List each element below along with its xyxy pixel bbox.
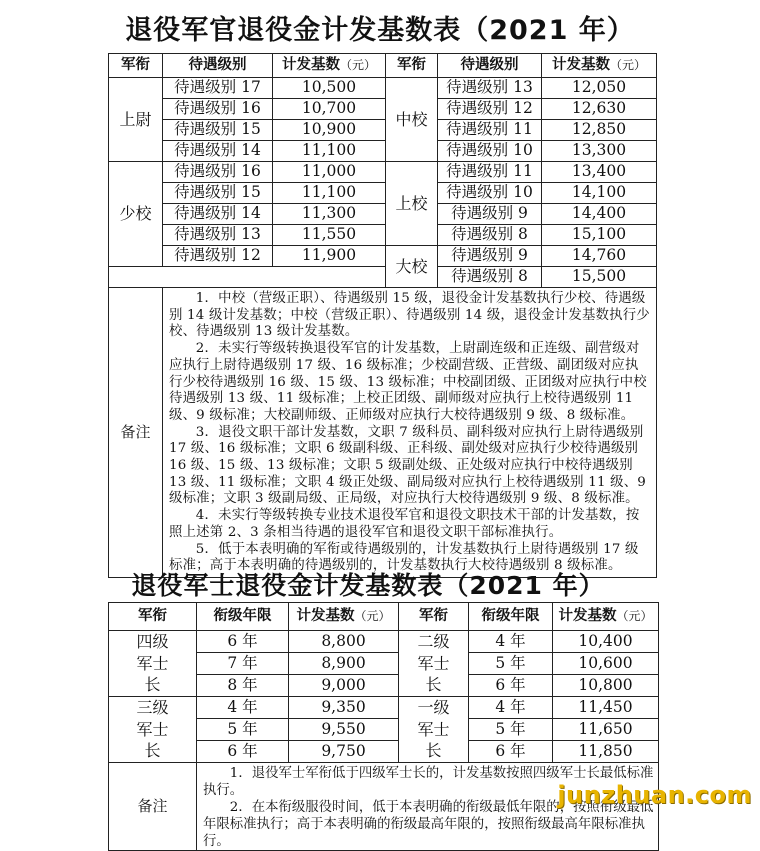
base-cell: 12,050	[542, 78, 657, 99]
base-cell: 9,000	[289, 675, 399, 697]
note-item: 4．未实行等级转换专业技术退役军官和退役文职技术干部的计发基数，按照上述第 2、3 条相当待遇的退役军官和退役文职干部标准执行。	[169, 508, 640, 540]
base-cell: 12,850	[542, 120, 657, 141]
soldier-pension-table	[108, 602, 659, 851]
notes-cell	[163, 288, 657, 578]
watermark-logo: junzhuan.com	[557, 781, 752, 809]
years-cell: 6 年	[469, 675, 553, 697]
years-cell: 7 年	[197, 653, 289, 675]
header-level: 待遇级别	[163, 54, 273, 78]
officer-table-title: 退役军官退役金计发基数表（2021 年）	[125, 15, 635, 46]
base-cell: 11,850	[553, 741, 659, 763]
base-cell: 10,500	[273, 78, 386, 99]
base-cell: 10,800	[553, 675, 659, 697]
years-cell: 4 年	[469, 631, 553, 653]
notes-label: 备注	[109, 288, 163, 578]
base-cell: 11,900	[273, 246, 386, 267]
note-item: 1．退役军士军衔低于四级军士长的，计发基数按照四级军士长最低标准执行。	[203, 766, 654, 798]
years-cell: 6 年	[469, 741, 553, 763]
note-item: 2．未实行等级转换退役军官的计发基数，上尉副连级和正连级、副营级对应执行上尉待遇级别 17 级、16 级标准；少校副营级、正营级、副团级对应执行少校待遇级别 16 级、15 级、13 级标准；中校副团级、正团级对应执行中校待遇级别 13 级、11 级标准；上校正团级、副师级对应执行上校待遇级别 11 级、9 级标准；大校副师级、正师级对应执行大校待遇级别 9 级、8 级标准。	[169, 341, 647, 423]
base-cell: 9,350	[289, 697, 399, 719]
years-cell: 5 年	[469, 653, 553, 675]
base-cell: 9,750	[289, 741, 399, 763]
rank-cell: 上校	[386, 162, 438, 246]
level-cell: 待遇级别 17	[163, 78, 273, 99]
base-cell: 11,450	[553, 697, 659, 719]
level-cell: 待遇级别 11	[438, 162, 542, 183]
years-cell: 4 年	[469, 697, 553, 719]
rank-cell: 一级军士长	[399, 697, 469, 763]
base-cell: 10,900	[273, 120, 386, 141]
years-cell: 6 年	[197, 741, 289, 763]
level-cell: 待遇级别 14	[163, 141, 273, 162]
note-item: 1．中校（营级正职）、待遇级别 15 级，退役金计发基数执行少校、待遇级别 14 级计发基数；中校（营级正职）、待遇级别 14 级，退役金计发基数执行少校、待遇级别 13 级计发基数。	[169, 291, 650, 340]
rank-cell: 上尉	[109, 78, 163, 162]
level-cell: 待遇级别 8	[438, 225, 542, 246]
header-base: 计发基数（元）	[289, 603, 399, 631]
rank-cell: 大校	[386, 246, 438, 288]
rank-cell: 三级军士长	[109, 697, 197, 763]
base-cell: 11,550	[273, 225, 386, 246]
level-cell: 待遇级别 15	[163, 183, 273, 204]
level-cell: 待遇级别 9	[438, 204, 542, 225]
rank-cell: 四级军士长	[109, 631, 197, 697]
header-rank: 军衔	[109, 603, 197, 631]
base-cell: 8,800	[289, 631, 399, 653]
header-rank: 军衔	[109, 54, 163, 78]
empty-cell	[109, 267, 386, 288]
note-item: 5．低于本表明确的军衔或待遇级别的，计发基数执行上尉待遇级别 17 级标准；高于本表明确的待遇级别的，计发基数执行大校待遇级别 8 级标准。	[169, 541, 639, 574]
level-cell: 待遇级别 13	[438, 78, 542, 99]
base-cell: 9,550	[289, 719, 399, 741]
note-item: 3．退役文职干部计发基数，文职 7 级科员、副科级对应执行上尉待遇级别 17 级、16 级标准；文职 6 级副科级、正科级、副处级对应执行少校待遇级别 16 级、15 级、13 级标准；文职 5 级副处级、正处级对应执行中校待遇级别 13 级、11 级标准；文职 4 级正处级、副局级对应执行上校待遇级别 11 级、9 级标准；文职 3 级副局级、正局级，对应执行大校待遇级别 9 级、8 级标准。	[169, 424, 647, 507]
header-base: 计发基数（元）	[273, 54, 386, 78]
base-cell: 11,100	[273, 183, 386, 204]
level-cell: 待遇级别 9	[438, 246, 542, 267]
years-cell: 6 年	[197, 631, 289, 653]
base-cell: 14,400	[542, 204, 657, 225]
note-item: 2．在本衔级服役时间，低于本表明确的衔级最低年限的，按照衔级最低年限标准执行；高于本表明确的衔级最高年限的，按照衔级最高年限标准执行。	[203, 800, 654, 849]
base-cell: 11,300	[273, 204, 386, 225]
soldier-table-title: 退役军士退役金计发基数表（2021 年）	[131, 571, 605, 600]
header-rank: 军衔	[399, 603, 469, 631]
base-cell: 10,600	[553, 653, 659, 675]
years-cell: 8 年	[197, 675, 289, 697]
level-cell: 待遇级别 15	[163, 120, 273, 141]
rank-cell: 中校	[386, 78, 438, 162]
base-cell: 8,900	[289, 653, 399, 675]
header-base: 计发基数（元）	[553, 603, 659, 631]
base-cell: 11,650	[553, 719, 659, 741]
years-cell: 5 年	[197, 719, 289, 741]
base-cell: 15,100	[542, 225, 657, 246]
level-cell: 待遇级别 12	[163, 246, 273, 267]
base-cell: 11,100	[273, 141, 386, 162]
level-cell: 待遇级别 10	[438, 141, 542, 162]
level-cell: 待遇级别 13	[163, 225, 273, 246]
header-level: 待遇级别	[438, 54, 542, 78]
header-years: 衔级年限	[469, 603, 553, 631]
base-cell: 10,400	[553, 631, 659, 653]
level-cell: 待遇级别 16	[163, 162, 273, 183]
base-cell: 10,700	[273, 99, 386, 120]
level-cell: 待遇级别 14	[163, 204, 273, 225]
rank-cell: 二级军士长	[399, 631, 469, 697]
header-base: 计发基数（元）	[542, 54, 657, 78]
level-cell: 待遇级别 10	[438, 183, 542, 204]
header-rank: 军衔	[386, 54, 438, 78]
base-cell: 13,300	[542, 141, 657, 162]
years-cell: 5 年	[469, 719, 553, 741]
officer-pension-table	[108, 53, 657, 578]
base-cell: 12,630	[542, 99, 657, 120]
base-cell: 11,000	[273, 162, 386, 183]
base-cell: 14,100	[542, 183, 657, 204]
base-cell: 13,400	[542, 162, 657, 183]
level-cell: 待遇级别 12	[438, 99, 542, 120]
rank-cell: 少校	[109, 162, 163, 267]
base-cell: 15,500	[542, 267, 657, 288]
base-cell: 14,760	[542, 246, 657, 267]
level-cell: 待遇级别 8	[438, 267, 542, 288]
header-years: 衔级年限	[197, 603, 289, 631]
level-cell: 待遇级别 11	[438, 120, 542, 141]
level-cell: 待遇级别 16	[163, 99, 273, 120]
years-cell: 4 年	[197, 697, 289, 719]
notes-label: 备注	[109, 763, 197, 851]
